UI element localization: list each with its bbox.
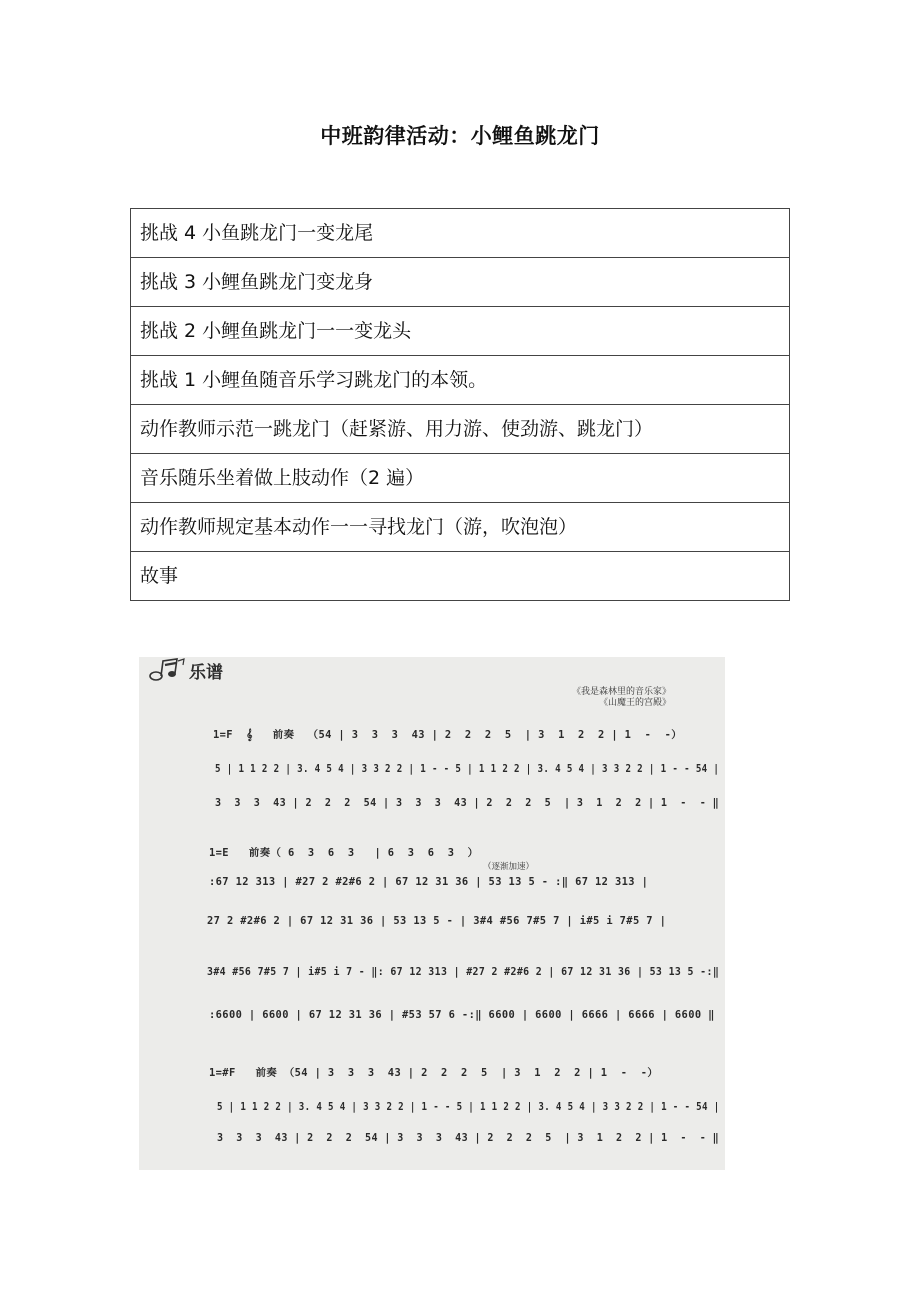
- notation-line: 3#4 #56 7#5 7 | i#5 i 7 - ‖: 67 12 313 | #27 2 #2#6 2 | 67 12 31 36 | 53 13 5 -:‖: [207, 966, 720, 978]
- notation-line: 1=E 前奏（ 6 3 6 3 | 6 3 6 3 ）: [209, 847, 479, 859]
- notation-line: 1=#F 前奏 （54 | 3 3 3 43 | 2 2 2 5 | 3 1 2 2 | 1 - -）: [209, 1067, 659, 1079]
- table-cell: 挑战 2 小鲤鱼跳龙门一一变龙头: [131, 307, 790, 356]
- table-row: [131, 258, 790, 307]
- notation-line: 1=F 𝄞 前奏 （54 | 3 3 3 43 | 2 2 2 5 | 3 1 2 2 | 1 - -）: [213, 729, 683, 741]
- table-row: [131, 356, 790, 405]
- table-row: [131, 503, 790, 552]
- notation-line: 3 3 3 43 | 2 2 2 54 | 3 3 3 43 | 2 2 2 5 | 3 1 2 2 | 1 - - ‖: [215, 797, 720, 809]
- table-row: [131, 307, 790, 356]
- source-title: 《山魔王的宫殿》: [598, 698, 671, 708]
- table-cell: 动作教师示范一跳龙门（赶紧游、用力游、使劲游、跳龙门）: [131, 405, 790, 454]
- notation-line: :6600 | 6600 | 67 12 31 36 | #53 57 6 -:‖ 6600 | 6600 | 6666 | 6666 | 6600 ‖: [209, 1009, 715, 1021]
- notation-line: 27 2 #2#6 2 | 67 12 31 36 | 53 13 5 - | 3#4 #56 7#5 7 | i#5 i 7#5 7 |: [207, 915, 667, 927]
- notation-line: 5 | 1 1 2 2 | 3. 4 5 4 | 3 3 2 2 | 1 - - 5 | 1 1 2 2 | 3. 4 5 4 | 3 3 2 2 | 1 - - 54 |: [215, 763, 720, 775]
- music-score-photo: [139, 657, 725, 1170]
- table-row: [131, 454, 790, 503]
- table-cell: 动作教师规定基本动作一一寻找龙门（游，吹泡泡）: [131, 503, 790, 552]
- table-row: [131, 209, 790, 258]
- page-title: 中班韵律活动：小鲤鱼跳龙门: [320, 124, 600, 148]
- source-title: 《我是森林里的音乐家》: [571, 687, 671, 697]
- score-sources: [572, 687, 671, 709]
- activity-steps-table: [130, 208, 790, 601]
- table-cell: 挑战 3 小鲤鱼跳龙门变龙身: [131, 258, 790, 307]
- tempo-annotation: （逐渐加速）: [483, 862, 535, 872]
- table-row: [131, 552, 790, 601]
- notation-line: 3 3 3 43 | 2 2 2 54 | 3 3 3 43 | 2 2 2 5 | 3 1 2 2 | 1 - - ‖: [217, 1132, 720, 1144]
- table-cell: 挑战 4 小鱼跳龙门一变龙尾: [131, 209, 790, 258]
- table-row: [131, 405, 790, 454]
- score-header-label: 乐谱: [189, 662, 223, 683]
- table-cell: 挑战 1 小鲤鱼随音乐学习跳龙门的本领。: [131, 356, 790, 405]
- table-cell: 音乐随乐坐着做上肢动作（2 遍）: [131, 454, 790, 503]
- notation-line: :67 12 313 | #27 2 #2#6 2 | 67 12 31 36 | 53 13 5 - :‖ 67 12 313 |: [209, 876, 649, 888]
- score-header: [147, 657, 223, 683]
- notation-line: 5 | 1 1 2 2 | 3. 4 5 4 | 3 3 2 2 | 1 - - 5 | 1 1 2 2 | 3. 4 5 4 | 3 3 2 2 | 1 - - 54 |: [217, 1101, 720, 1113]
- table-cell: 故事: [131, 552, 790, 601]
- music-notes-icon: [147, 657, 187, 683]
